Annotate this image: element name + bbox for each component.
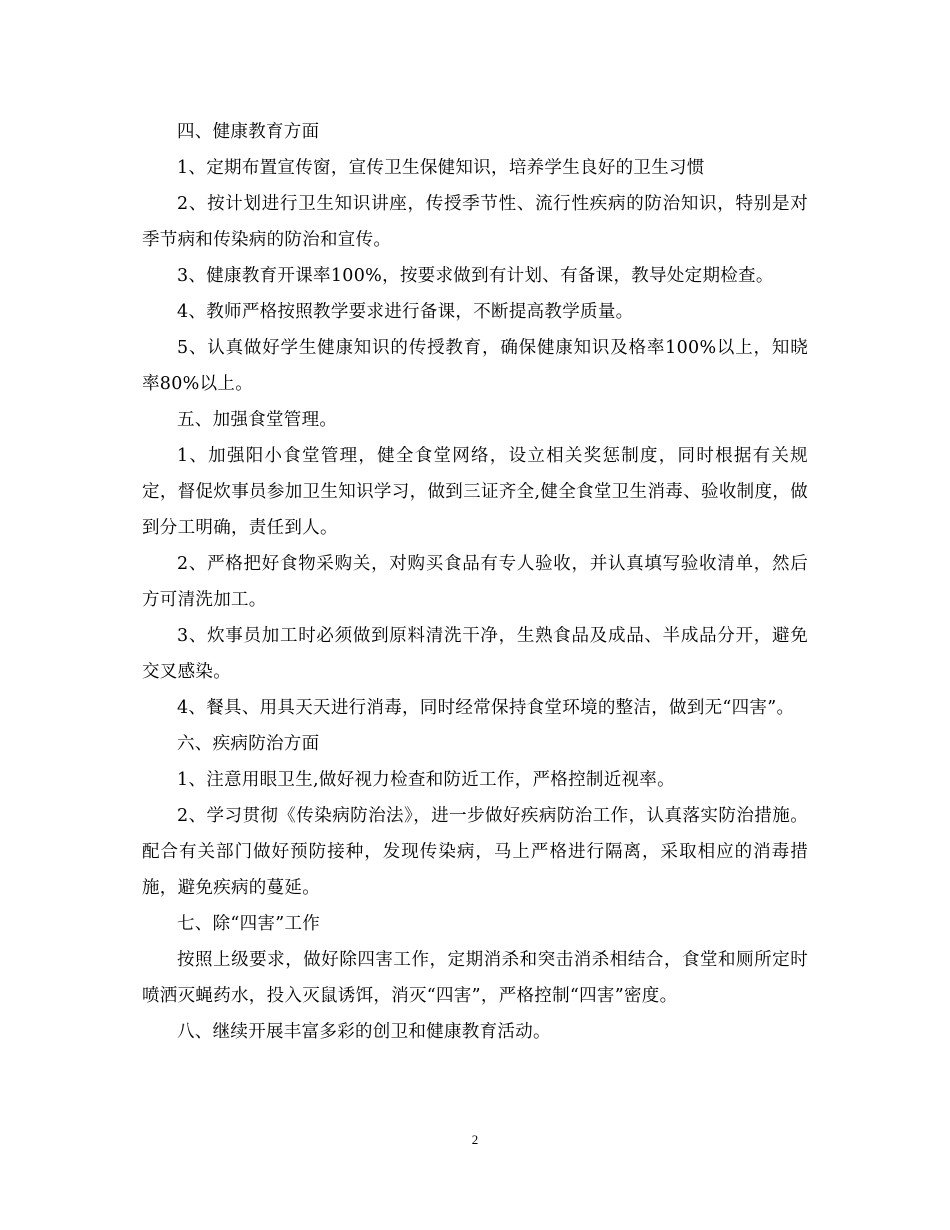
paragraph: 2、按计划进行卫生知识讲座，传授季节性、流行性疾病的防治知识，特别是对季节病和传染病的防治和宣传。 — [142, 194, 808, 250]
paragraph: 2、严格把好食物采购关，对购买食品有专人验收，并认真填写验收清单，然后方可清洗加工。 — [142, 554, 808, 610]
paragraph: 5、认真做好学生健康知识的传授教育，确保健康知识及格率100%以上，知晓率80%以上。 — [142, 338, 808, 394]
paragraph: 4、餐具、用具天天进行消毒，同时经常保持食堂环境的整洁，做到无“四害”。 — [177, 698, 795, 718]
paragraph: 1、定期布置宣传窗，宣传卫生保健知识，培养学生良好的卫生习惯 — [177, 158, 705, 178]
section-heading-four-pests: 七、除“四害”工作 — [177, 914, 321, 934]
section-heading-activities: 八、继续开展丰富多彩的创卫和健康教育活动。 — [177, 1022, 551, 1042]
section-heading-health-education: 四、健康教育方面 — [177, 122, 320, 142]
section-heading-disease-prevention: 六、疾病防治方面 — [177, 734, 320, 754]
section-heading-canteen: 五、加强食堂管理。 — [177, 410, 338, 430]
paragraph: 1、加强阳小食堂管理，健全食堂网络，设立相关奖惩制度，同时根据有关规定，督促炊事员参加卫生知识学习，做到三证齐全,健全食堂卫生消毒、验收制度，做到分工明确，责任到人。 — [142, 446, 808, 538]
paragraph: 3、炊事员加工时必须做到原料清洗干净，生熟食品及成品、半成品分开，避免交叉感染。 — [142, 626, 808, 682]
document-body — [142, 114, 808, 1050]
paragraph: 4、教师严格按照教学要求进行备课，不断提高教学质量。 — [177, 302, 634, 322]
paragraph: 1、注意用眼卫生,做好视力检查和防近工作，严格控制近视率。 — [177, 770, 675, 790]
page-number: 2 — [471, 1132, 479, 1147]
paragraph: 按照上级要求，做好除四害工作，定期消杀和突击消杀相结合，食堂和厕所定时喷洒灭蝇药水，投入灭鼠诱饵，消灭“四害”，严格控制“四害”密度。 — [142, 950, 808, 1006]
paragraph: 2、学习贯彻《传染病防治法》，进一步做好疾病防治工作，认真落实防治措施。配合有关部门做好预防接种，发现传染病，马上严格进行隔离，采取相应的消毒措施，避免疾病的蔓延。 — [142, 806, 808, 898]
paragraph: 3、健康教育开课率100%，按要求做到有计划、有备课，教导处定期检查。 — [177, 266, 774, 286]
